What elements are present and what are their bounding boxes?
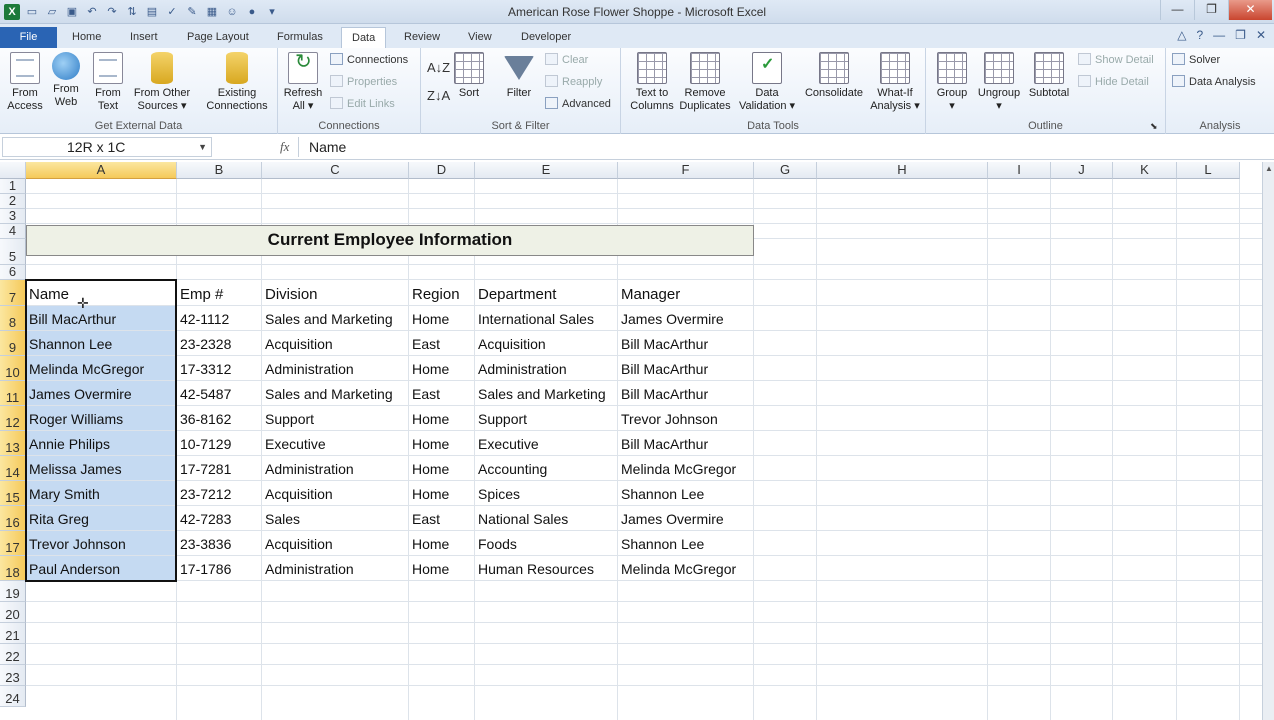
show-detail-icon: [1078, 53, 1091, 65]
outline-dialog-launcher-icon[interactable]: ⬊: [1150, 121, 1158, 131]
grid-column-line: [1239, 179, 1240, 720]
data-cell[interactable]: James Overmire: [621, 311, 724, 327]
data-cell[interactable]: 23-2328: [180, 336, 232, 352]
remove-duplicates-button[interactable]: Remove Duplicates: [677, 52, 733, 113]
existing-connections-button[interactable]: Existing Connections: [200, 52, 274, 113]
grid-row-line: [26, 208, 1262, 209]
consolidate-button[interactable]: Consolidate: [801, 52, 867, 100]
formula-bar: [0, 135, 1274, 160]
data-cell[interactable]: Acquisition: [265, 486, 333, 502]
name-box[interactable]: 12R x 1C ▼: [2, 137, 212, 157]
data-cell[interactable]: Melinda McGregor: [621, 561, 737, 577]
grid-row-line: [26, 664, 1262, 665]
web-globe-icon: [52, 52, 80, 80]
column-header-g[interactable]: G: [754, 162, 817, 179]
row-header-5[interactable]: 5: [0, 239, 26, 265]
data-cell[interactable]: Foods: [478, 536, 517, 552]
data-cell[interactable]: Shannon Lee: [621, 486, 705, 502]
group-data-tools: [621, 48, 926, 134]
data-cell[interactable]: 42-7283: [180, 511, 232, 527]
grid-row-line: [26, 455, 1262, 456]
group-label: Get External Data: [94, 120, 183, 132]
window-controls: [1160, 0, 1272, 20]
data-cell[interactable]: Spices: [478, 486, 521, 502]
sort-icon: [454, 52, 484, 84]
consolidate-icon: [819, 52, 849, 84]
text-file-icon: [93, 52, 123, 84]
data-cell[interactable]: 17-7281: [180, 461, 232, 477]
open-folder-icon[interactable]: ▱: [47, 6, 57, 18]
data-cell[interactable]: National Sales: [478, 511, 569, 527]
tab-right-controls: [1177, 28, 1266, 42]
data-cell[interactable]: Roger Williams: [29, 411, 124, 427]
row-header-24[interactable]: 24: [0, 686, 26, 707]
data-cell[interactable]: East: [412, 386, 441, 402]
column-label-department[interactable]: Department: [478, 286, 557, 303]
data-cell[interactable]: Sales and Marketing: [265, 386, 393, 402]
borders-icon[interactable]: ▦: [206, 6, 218, 18]
clear-icon: [545, 53, 558, 65]
row-header-2[interactable]: 2: [0, 194, 26, 209]
what-if-icon: [880, 52, 910, 84]
advanced-filter-icon: [545, 97, 558, 109]
data-cell[interactable]: Acquisition: [478, 336, 546, 352]
data-cell[interactable]: Melissa James: [29, 461, 122, 477]
filter-funnel-icon: [504, 56, 534, 80]
database-icon: [151, 52, 173, 84]
solver-button[interactable]: Solver: [1172, 50, 1220, 70]
grid-row-line: [26, 305, 1262, 306]
data-cell[interactable]: 42-1112: [180, 311, 230, 327]
cell-cursor-icon: ✛: [77, 295, 89, 311]
help-icon[interactable]: ?: [1196, 28, 1204, 42]
grid-row-line: [26, 555, 1262, 556]
data-cell[interactable]: 23-7212: [180, 486, 232, 502]
column-header-e[interactable]: E: [475, 162, 618, 179]
grid-row-line: [26, 405, 1262, 406]
advanced-button[interactable]: Advanced: [545, 94, 611, 114]
column-header-f[interactable]: F: [618, 162, 754, 179]
solver-icon: [1172, 53, 1185, 65]
grid-row-line: [26, 530, 1262, 531]
data-cell[interactable]: Mary Smith: [29, 486, 100, 502]
data-cell[interactable]: James Overmire: [29, 386, 132, 402]
column-label-manager[interactable]: Manager: [621, 286, 681, 303]
from-text-button[interactable]: From Text: [88, 52, 128, 113]
column-header-c[interactable]: C: [262, 162, 409, 179]
column-header-l[interactable]: L: [1177, 162, 1240, 179]
tab-data[interactable]: Data: [341, 27, 386, 48]
grid-column-line: [816, 179, 817, 720]
data-cell[interactable]: Annie Philips: [29, 436, 110, 452]
data-cell[interactable]: Sales and Marketing: [265, 311, 393, 327]
data-cell[interactable]: Bill MacArthur: [621, 386, 709, 402]
data-cell[interactable]: Home: [412, 411, 450, 427]
grid-row-line: [26, 643, 1262, 644]
smiley-icon[interactable]: ☺: [226, 6, 238, 18]
sort-icon[interactable]: ⇅: [127, 6, 137, 18]
column-header-i[interactable]: I: [988, 162, 1051, 179]
sheet-title-banner[interactable]: Current Employee Information: [26, 225, 754, 256]
grid-row-line: [26, 685, 1262, 686]
data-cell[interactable]: Administration: [478, 361, 567, 377]
group-button[interactable]: Group ▾: [930, 52, 974, 113]
group-connections: [278, 48, 421, 134]
clear-button[interactable]: Clear: [545, 50, 588, 70]
column-label-name[interactable]: Name: [29, 286, 70, 303]
grid-row-line: [26, 580, 1262, 581]
format-painter-icon[interactable]: ✎: [187, 6, 197, 18]
row-header-19[interactable]: 19: [0, 581, 26, 602]
row-header-9[interactable]: 9: [0, 331, 26, 356]
access-icon: [10, 52, 40, 84]
from-other-sources-button[interactable]: From Other Sources ▾: [130, 52, 194, 113]
minimize-icon[interactable]: —: [1160, 0, 1194, 20]
data-cell[interactable]: Sales and Marketing: [478, 386, 606, 402]
data-cell[interactable]: 23-3836: [180, 536, 232, 552]
connections-button[interactable]: Connections: [330, 50, 408, 70]
row-header-10[interactable]: 10: [0, 356, 26, 381]
data-cell[interactable]: Acquisition: [265, 536, 333, 552]
group-label: Sort & Filter: [491, 120, 550, 132]
data-cell[interactable]: Administration: [265, 361, 354, 377]
column-label-division[interactable]: Division: [265, 286, 318, 303]
data-cell[interactable]: Melinda McGregor: [621, 461, 737, 477]
data-cell[interactable]: Human Resources: [478, 561, 594, 577]
doc-minimize-icon[interactable]: —: [1213, 28, 1226, 42]
hide-detail-icon: [1078, 75, 1091, 87]
grid-column-line: [1176, 179, 1177, 720]
worksheet-grid[interactable]: [0, 162, 1262, 720]
ribbon: [0, 48, 1274, 134]
text-to-columns-icon: [637, 52, 667, 84]
grid-row-line: [26, 380, 1262, 381]
group-label: Data Tools: [747, 120, 799, 132]
show-detail-button[interactable]: Show Detail: [1078, 50, 1154, 70]
column-label-region[interactable]: Region: [412, 286, 460, 303]
data-analysis-button[interactable]: Data Analysis: [1172, 72, 1256, 92]
data-cell[interactable]: Bill MacArthur: [29, 311, 117, 327]
doc-close-icon[interactable]: ✕: [1255, 28, 1266, 42]
grid-row-line: [26, 430, 1262, 431]
data-cell[interactable]: International Sales: [478, 311, 594, 327]
grid-column-line: [987, 179, 988, 720]
spellcheck-icon[interactable]: ✓: [167, 6, 177, 18]
data-cell[interactable]: Trevor Johnson: [29, 536, 126, 552]
grid-row-line: [26, 279, 1262, 280]
scroll-up-icon[interactable]: ▲: [1265, 164, 1273, 173]
circle-icon[interactable]: ●: [248, 6, 256, 18]
row-header-20[interactable]: 20: [0, 602, 26, 623]
data-cell[interactable]: Bill MacArthur: [621, 336, 709, 352]
grid-column-line: [1050, 179, 1051, 720]
data-cell[interactable]: 36-8162: [180, 411, 232, 427]
tab-home[interactable]: Home: [72, 31, 102, 43]
data-validation-button[interactable]: ✓ Data Validation ▾: [737, 52, 797, 113]
select-all-corner[interactable]: [0, 162, 26, 179]
data-cell[interactable]: Administration: [265, 561, 354, 577]
row-header-16[interactable]: 16: [0, 506, 26, 531]
grid-row-line: [26, 601, 1262, 602]
hide-detail-button[interactable]: Hide Detail: [1078, 72, 1149, 92]
data-cell[interactable]: Executive: [478, 436, 539, 452]
row-header-8[interactable]: 8: [0, 306, 26, 331]
insert-function-icon[interactable]: fx: [280, 139, 290, 154]
ribbon-tabs: [0, 24, 1274, 48]
grid-row-line: [26, 622, 1262, 623]
data-cell[interactable]: Rita Greg: [29, 511, 89, 527]
data-cell[interactable]: Support: [478, 411, 528, 427]
tab-view[interactable]: View: [468, 31, 492, 43]
title-bar: [0, 0, 1274, 24]
filter-button[interactable]: Filter: [499, 52, 539, 100]
row-header-7[interactable]: 7: [0, 280, 26, 306]
row-header-12[interactable]: 12: [0, 406, 26, 431]
column-header-d[interactable]: D: [409, 162, 475, 179]
data-cell[interactable]: James Overmire: [621, 511, 724, 527]
data-cell[interactable]: Bill MacArthur: [621, 361, 709, 377]
sort-asc-button[interactable]: A↓Z: [427, 60, 451, 75]
data-cell[interactable]: East: [412, 336, 441, 352]
data-cell[interactable]: Shannon Lee: [29, 336, 113, 352]
connections-icon: [330, 53, 343, 65]
grid-column-line: [1112, 179, 1113, 720]
properties-button[interactable]: Properties: [330, 72, 397, 92]
edit-links-button[interactable]: Edit Links: [330, 94, 395, 114]
grid-row-line: [26, 505, 1262, 506]
column-header-a[interactable]: A: [26, 162, 177, 179]
column-header-h[interactable]: H: [817, 162, 988, 179]
data-analysis-icon: [1172, 75, 1185, 87]
new-file-icon[interactable]: ▭: [26, 6, 38, 18]
reapply-icon: [545, 75, 558, 87]
tab-file[interactable]: File: [0, 27, 57, 48]
selection-border: [25, 279, 177, 582]
data-cell[interactable]: Home: [412, 436, 450, 452]
data-validation-icon: [752, 52, 782, 84]
data-cell[interactable]: Home: [412, 311, 450, 327]
group-get-external-data: [0, 48, 278, 134]
refresh-icon: [288, 52, 318, 84]
row-header-22[interactable]: 22: [0, 644, 26, 665]
row-header-1[interactable]: 1: [0, 179, 26, 194]
save-icon[interactable]: ▣: [66, 6, 78, 18]
grid-row-line: [26, 480, 1262, 481]
row-header-14[interactable]: 14: [0, 456, 26, 481]
ungroup-icon: [984, 52, 1014, 84]
row-header-11[interactable]: 11: [0, 381, 26, 406]
sort-button[interactable]: Sort: [451, 52, 487, 100]
data-cell[interactable]: Executive: [265, 436, 326, 452]
existing-connections-icon: [226, 52, 248, 84]
group-analysis: [1166, 48, 1274, 134]
data-cell[interactable]: Accounting: [478, 461, 548, 477]
grid-row-line: [26, 264, 1262, 265]
data-cell[interactable]: 17-3312: [180, 361, 232, 377]
undo-icon[interactable]: ↶: [87, 6, 97, 18]
tab-developer[interactable]: Developer: [521, 31, 572, 43]
properties-icon: [330, 75, 343, 87]
row-header-15[interactable]: 15: [0, 481, 26, 506]
data-cell[interactable]: Paul Anderson: [29, 561, 121, 577]
remove-duplicates-icon: [690, 52, 720, 84]
window-title: American Rose Flower Shoppe - Microsoft Excel: [507, 5, 767, 19]
group-label: Outline: [1028, 120, 1063, 132]
subtotal-button[interactable]: Subtotal: [1024, 52, 1074, 100]
group-rows-icon: [937, 52, 967, 84]
data-cell[interactable]: Shannon Lee: [621, 536, 705, 552]
refresh-all-button[interactable]: ↻ Refresh All ▾: [282, 52, 324, 113]
data-cell[interactable]: Home: [412, 536, 450, 552]
row-header-3[interactable]: 3: [0, 209, 26, 224]
data-cell[interactable]: Melinda McGregor: [29, 361, 145, 377]
redo-icon[interactable]: ↷: [107, 6, 117, 18]
from-access-button[interactable]: From Access: [4, 52, 46, 113]
reapply-button[interactable]: Reapply: [545, 72, 602, 92]
group-label: Connections: [318, 120, 380, 132]
data-cell[interactable]: Support: [265, 411, 315, 427]
tab-formulas[interactable]: Formulas: [277, 31, 323, 43]
row-header-17[interactable]: 17: [0, 531, 26, 556]
data-cell[interactable]: Trevor Johnson: [621, 411, 718, 427]
group-outline: [926, 48, 1166, 134]
data-cell[interactable]: 17-1786: [180, 561, 232, 577]
data-cell[interactable]: Acquisition: [265, 336, 333, 352]
folder-icon[interactable]: ▤: [146, 6, 158, 18]
row-header-4[interactable]: 4: [0, 224, 26, 239]
grid-row-line: [26, 330, 1262, 331]
data-cell[interactable]: Administration: [265, 461, 354, 477]
name-box-dropdown-icon[interactable]: ▼: [198, 142, 207, 152]
group-sort-filter: [421, 48, 621, 134]
excel-logo-icon: X: [4, 4, 20, 20]
row-header-13[interactable]: 13: [0, 431, 26, 456]
vertical-scrollbar[interactable]: [1262, 162, 1274, 720]
edit-links-icon: [330, 97, 343, 109]
row-header-6[interactable]: 6: [0, 265, 26, 280]
from-web-button[interactable]: From Web: [46, 52, 86, 109]
restore-icon[interactable]: ❐: [1194, 0, 1228, 20]
grid-row-line: [26, 223, 1262, 224]
data-cell[interactable]: Sales: [265, 511, 301, 527]
ungroup-button[interactable]: Ungroup ▾: [974, 52, 1024, 113]
grid-row-line: [26, 355, 1262, 356]
data-cell[interactable]: East: [412, 511, 441, 527]
grid-column-line: [753, 179, 754, 720]
row-header-21[interactable]: 21: [0, 623, 26, 644]
subtotal-icon: [1034, 52, 1064, 84]
minimize-ribbon-icon[interactable]: △: [1177, 28, 1187, 42]
column-header-j[interactable]: J: [1051, 162, 1113, 179]
data-cell[interactable]: Home: [412, 361, 450, 377]
column-header-b[interactable]: B: [177, 162, 262, 179]
close-icon[interactable]: ✕: [1228, 0, 1272, 20]
customize-qat-icon[interactable]: ▾: [269, 6, 275, 18]
data-cell[interactable]: Home: [412, 561, 450, 577]
sort-desc-button[interactable]: Z↓A: [427, 88, 451, 103]
data-cell[interactable]: Home: [412, 461, 450, 477]
data-cell[interactable]: 42-5487: [180, 386, 232, 402]
grid-row-line: [26, 193, 1262, 194]
doc-restore-icon[interactable]: ❐: [1235, 28, 1246, 42]
what-if-analysis-button[interactable]: What-If Analysis ▾: [867, 52, 923, 113]
tab-review[interactable]: Review: [404, 31, 441, 43]
column-label-emp[interactable]: Emp #: [180, 286, 224, 303]
tab-page-layout[interactable]: Page Layout: [187, 31, 249, 43]
formula-input[interactable]: Name: [298, 137, 1268, 157]
group-label: Analysis: [1199, 120, 1241, 132]
row-header-23[interactable]: 23: [0, 665, 26, 686]
data-cell[interactable]: 10-7129: [180, 436, 232, 452]
data-cell[interactable]: Home: [412, 486, 450, 502]
text-to-columns-button[interactable]: Text to Columns: [625, 52, 679, 113]
row-header-18[interactable]: 18: [0, 556, 26, 581]
tab-insert[interactable]: Insert: [130, 31, 158, 43]
data-cell[interactable]: Bill MacArthur: [621, 436, 709, 452]
column-header-k[interactable]: K: [1113, 162, 1177, 179]
